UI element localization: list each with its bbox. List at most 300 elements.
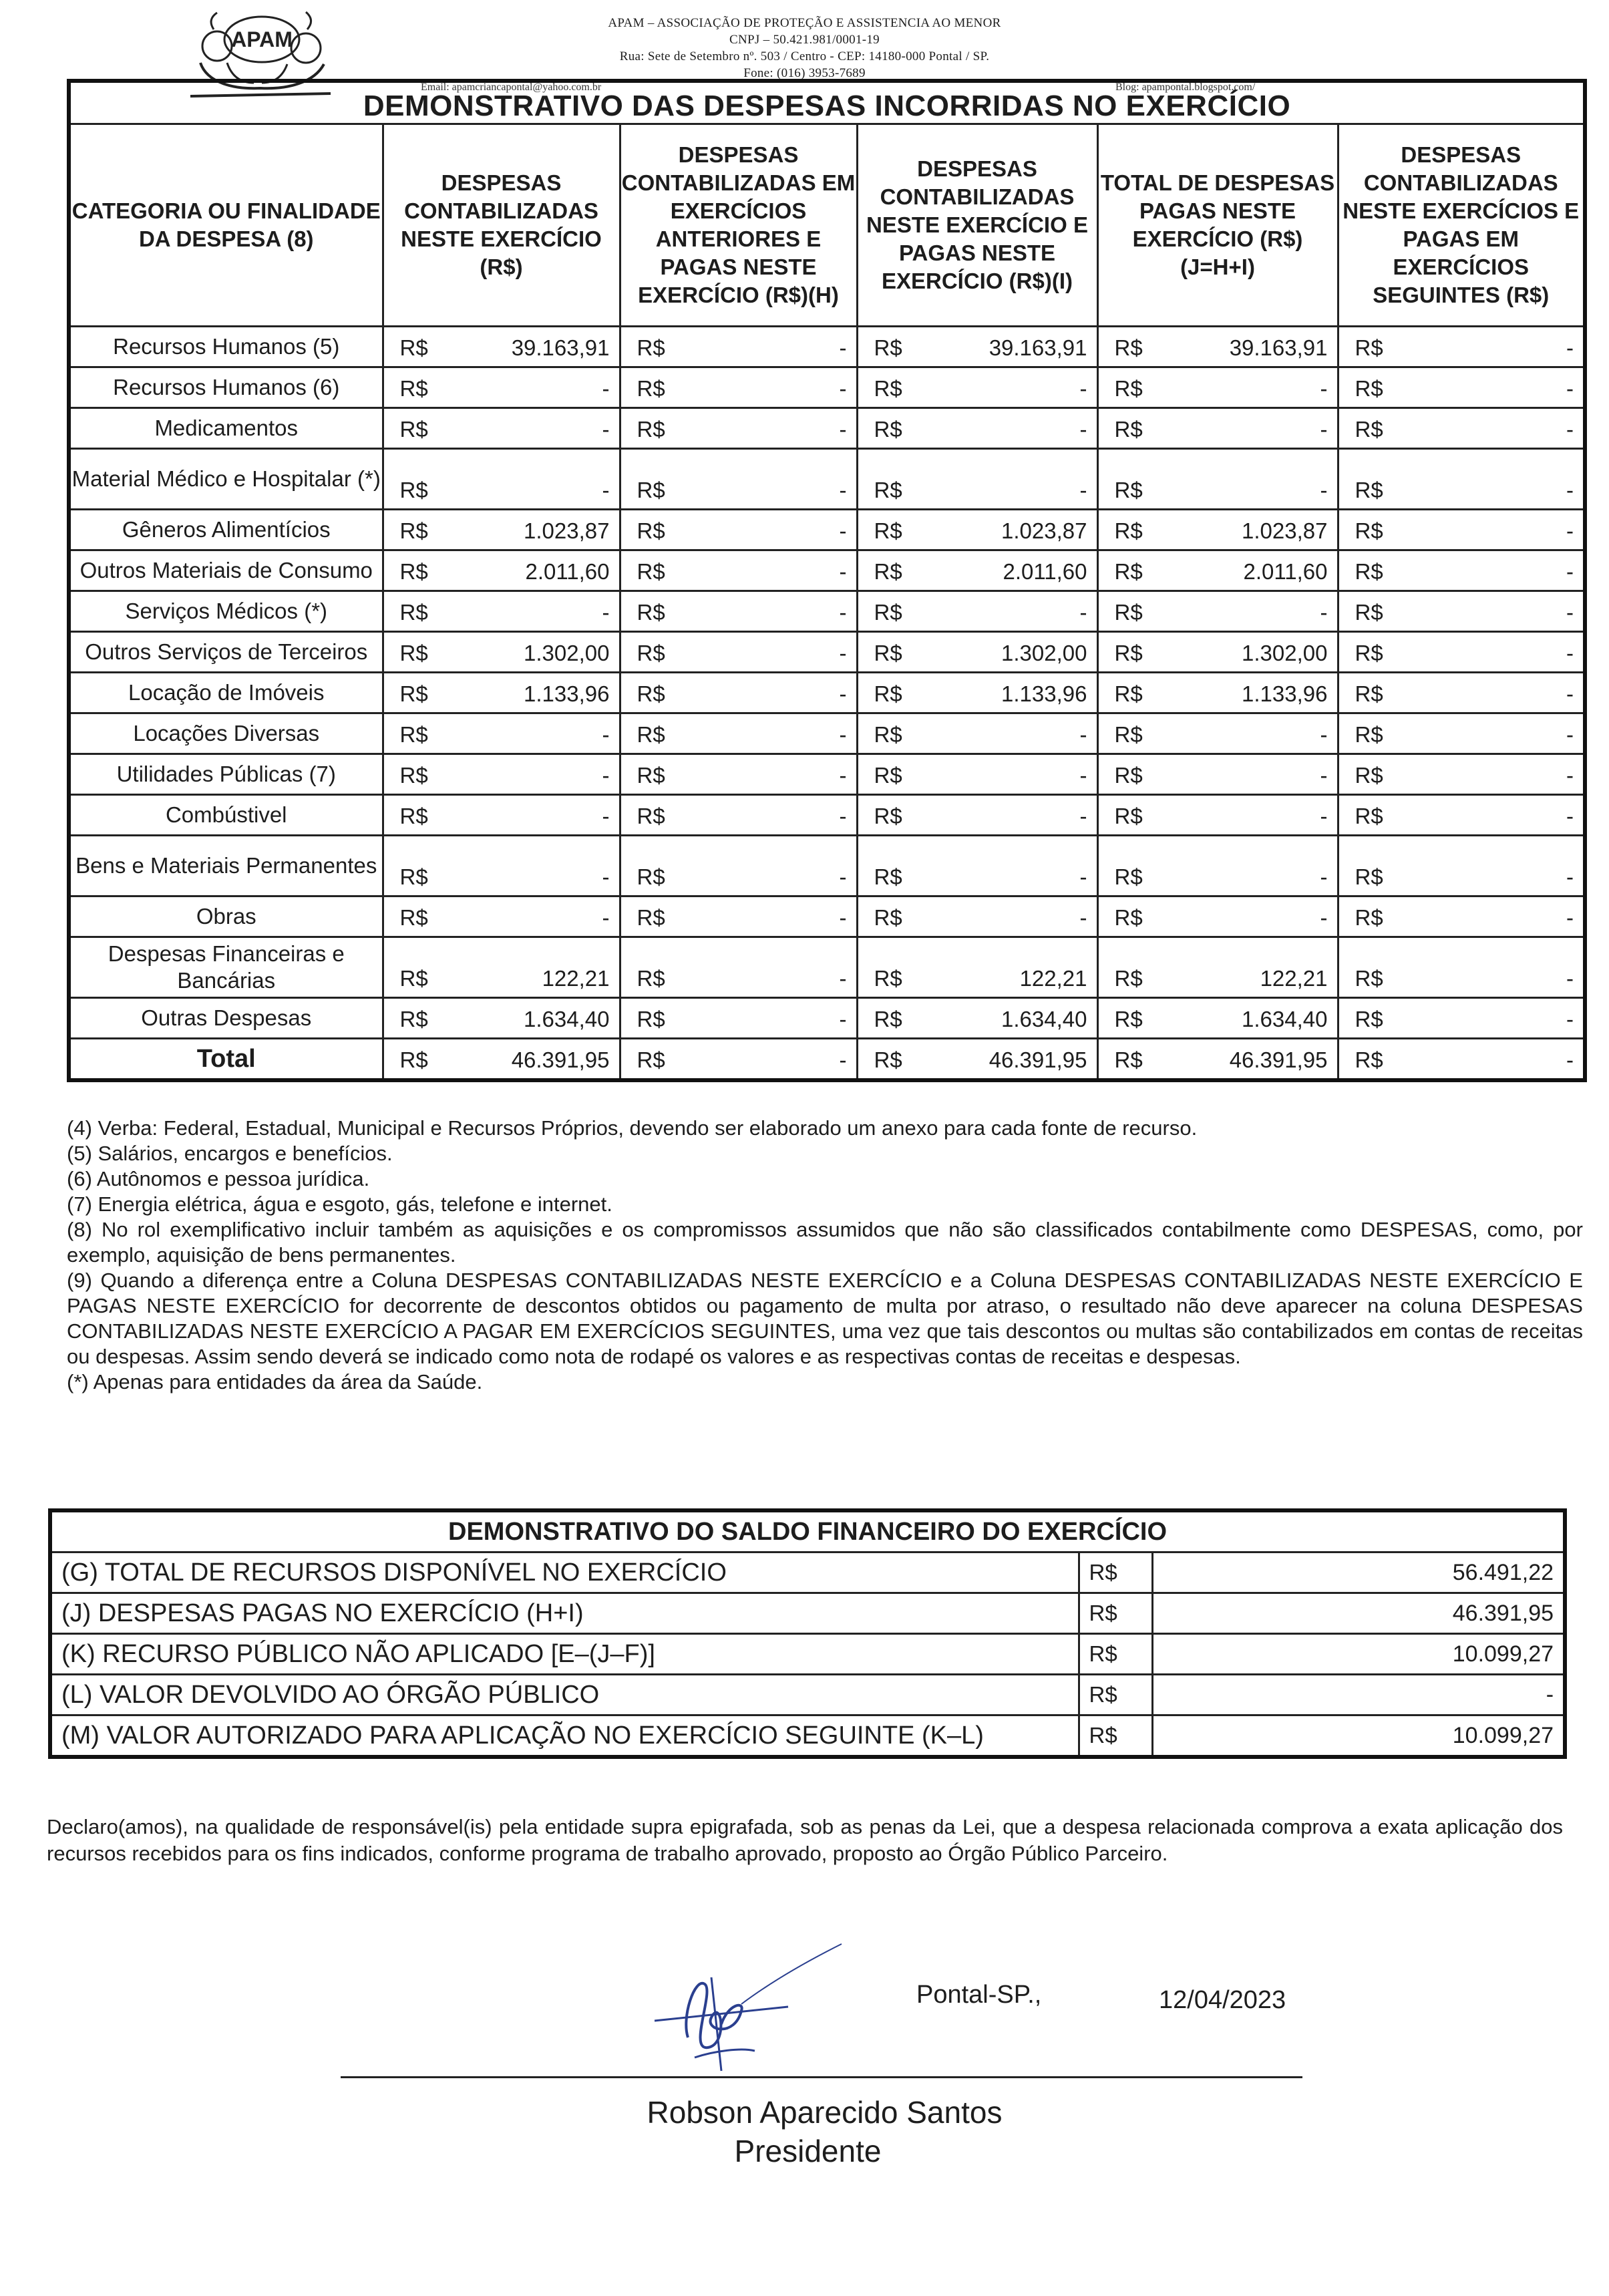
expense-value: 2.011,60 <box>1003 559 1087 584</box>
expense-cell <box>857 408 1097 449</box>
expense-value: - <box>1079 763 1087 788</box>
expense-value: - <box>839 376 847 401</box>
expense-row <box>69 550 1585 591</box>
expense-cell <box>1097 795 1338 836</box>
expense-cell <box>620 632 857 673</box>
currency-symbol: R$ <box>1355 641 1383 665</box>
total-row <box>69 1039 1585 1081</box>
expense-cell <box>1338 550 1585 591</box>
logo-text: APAM <box>231 27 293 51</box>
total-value: 46.391,95 <box>989 1047 1087 1072</box>
currency-symbol: R$ <box>399 600 428 625</box>
expense-value: - <box>1320 864 1328 889</box>
expense-category: Combústivel <box>69 795 383 836</box>
expense-value: - <box>602 417 610 442</box>
expense-row <box>69 713 1585 754</box>
expense-category: Serviços Médicos (*) <box>69 591 383 632</box>
expense-value: - <box>839 518 847 543</box>
expense-value: - <box>1320 905 1328 930</box>
expense-value: 1.133,96 <box>524 681 610 706</box>
currency-symbol: R$ <box>1079 1593 1152 1634</box>
expense-cell <box>383 327 620 367</box>
balance-label: (J) DESPESAS PAGAS NO EXERCÍCIO (H+I) <box>50 1593 1079 1634</box>
total-cell <box>1097 1039 1338 1081</box>
expense-cell <box>383 998 620 1039</box>
expense-category: Outras Despesas <box>69 998 383 1039</box>
footnote: (*) Apenas para entidades da área da Saúde. <box>67 1370 483 1393</box>
footnote: (8) No rol exemplificativo incluir também as aquisições e os compromissos assumidos que não são classificados contabilmente como DESPESAS, como, por exemplo, aquisição de bens permanentes. <box>67 1218 1583 1267</box>
currency-symbol: R$ <box>874 905 902 930</box>
expense-cell <box>857 550 1097 591</box>
expense-cell <box>1338 673 1585 713</box>
currency-symbol: R$ <box>1114 763 1143 788</box>
currency-symbol: R$ <box>1114 905 1143 930</box>
currency-symbol: R$ <box>1079 1715 1152 1758</box>
expense-cell <box>857 591 1097 632</box>
currency-symbol: R$ <box>1355 722 1383 747</box>
expense-value: - <box>602 763 610 788</box>
expense-cell <box>1097 591 1338 632</box>
expense-value: - <box>1566 722 1574 747</box>
currency-symbol: R$ <box>399 864 428 889</box>
expense-value: 1.634,40 <box>524 1007 610 1031</box>
currency-symbol: R$ <box>399 478 428 502</box>
expense-row <box>69 896 1585 937</box>
expense-category: Obras <box>69 896 383 937</box>
balance-value: 10.099,27 <box>1152 1715 1565 1758</box>
expense-cell <box>1097 673 1338 713</box>
expense-category: Gêneros Alimentícios <box>69 510 383 550</box>
currency-symbol: R$ <box>1114 641 1143 665</box>
currency-symbol: R$ <box>399 681 428 706</box>
balance-table-title: DEMONSTRATIVO DO SALDO FINANCEIRO DO EXERCÍCIO <box>50 1510 1565 1552</box>
currency-symbol: R$ <box>1355 864 1383 889</box>
expense-value: - <box>1566 763 1574 788</box>
expense-row <box>69 998 1585 1039</box>
expense-row <box>69 449 1585 510</box>
footnote: (4) Verba: Federal, Estadual, Municipal e Recursos Próprios, devendo ser elaborado um anexo para cada fonte de recurso. <box>67 1116 1198 1140</box>
expense-category: Outros Materiais de Consumo <box>69 550 383 591</box>
column-header-current-paid: DESPESAS CONTABILIZADAS NESTE EXERCÍCIO E PAGAS NESTE EXERCÍCIO (R$)(I) <box>857 124 1097 327</box>
currency-symbol: R$ <box>874 641 902 665</box>
balance-row <box>50 1552 1565 1593</box>
currency-symbol: R$ <box>637 1007 665 1031</box>
expense-value: - <box>602 478 610 502</box>
footnote: (9) Quando a diferença entre a Coluna DESPESAS CONTABILIZADAS NESTE EXERCÍCIO e a Coluna DESPESAS CONTABILIZADAS NESTE EXERCÍCIO E PAGAS NESTE EXERCÍCIO for decorrente de descontos obtidos ou pagamento de multa por atraso, o resultado não deve aparecer na coluna DESPESAS CONTABILIZADAS NESTE EXERCÍCIO A PAGAR EM EXERCÍCIOS SEGUINTES, uma vez que tais descontos ou multas são contabilizados em contas de receitas ou despesas. Assim sendo deverá se indicado como nota de rodapé os valores e as respectivas contas de receitas e despesas. <box>67 1269 1583 1368</box>
balance-row <box>50 1634 1565 1675</box>
currency-symbol: R$ <box>399 722 428 747</box>
currency-symbol: R$ <box>399 376 428 401</box>
expense-value: - <box>1320 722 1328 747</box>
expense-value: - <box>1566 376 1574 401</box>
currency-symbol: R$ <box>399 518 428 543</box>
expense-value: - <box>1320 763 1328 788</box>
expense-value: - <box>1566 905 1574 930</box>
expense-value: - <box>839 478 847 502</box>
expense-cell <box>383 510 620 550</box>
currency-symbol: R$ <box>1355 417 1383 442</box>
expense-value: - <box>1566 335 1574 360</box>
expense-value: 1.302,00 <box>1242 641 1328 665</box>
expense-cell <box>1338 591 1585 632</box>
expense-cell <box>1338 795 1585 836</box>
expense-value: - <box>602 804 610 828</box>
currency-symbol: R$ <box>1355 804 1383 828</box>
expense-value: 1.302,00 <box>1001 641 1087 665</box>
currency-symbol: R$ <box>1114 1007 1143 1031</box>
expense-cell <box>1097 754 1338 795</box>
balance-rows <box>50 1552 1565 1758</box>
expense-category: Locação de Imóveis <box>69 673 383 713</box>
expense-cell <box>620 896 857 937</box>
expense-value: - <box>1566 681 1574 706</box>
expense-cell <box>857 836 1097 896</box>
expense-cell <box>857 795 1097 836</box>
currency-symbol: R$ <box>637 864 665 889</box>
expense-category: Recursos Humanos (6) <box>69 367 383 408</box>
column-header-total-paid: TOTAL DE DESPESAS PAGAS NESTE EXERCÍCIO (R$)(J=H+I) <box>1097 124 1338 327</box>
expense-value: 39.163,91 <box>1229 335 1328 360</box>
expense-row <box>69 632 1585 673</box>
currency-symbol: R$ <box>637 1047 665 1072</box>
expense-row <box>69 510 1585 550</box>
expense-value: - <box>839 335 847 360</box>
expense-value: 2.011,60 <box>1243 559 1328 584</box>
expense-value: - <box>839 417 847 442</box>
expense-cell <box>1097 408 1338 449</box>
expense-value: - <box>1079 376 1087 401</box>
expense-category: Despesas Financeiras e Bancárias <box>69 937 383 998</box>
expense-category: Medicamentos <box>69 408 383 449</box>
header-cnpj: CNPJ – 50.421.981/0001-19 <box>729 33 880 47</box>
expense-value: - <box>1079 864 1087 889</box>
expense-cell <box>1338 449 1585 510</box>
expense-cell <box>1338 367 1585 408</box>
expense-cell <box>620 998 857 1039</box>
expense-cell <box>383 408 620 449</box>
expense-cell <box>620 591 857 632</box>
expenses-table-title: DEMONSTRATIVO DAS DESPESAS INCORRIDAS NO EXERCÍCIO <box>69 81 1585 124</box>
currency-symbol: R$ <box>399 559 428 584</box>
expense-cell <box>383 550 620 591</box>
expense-cell <box>620 367 857 408</box>
expense-cell <box>620 510 857 550</box>
balance-value: 56.491,22 <box>1152 1552 1565 1593</box>
currency-symbol: R$ <box>1079 1634 1152 1675</box>
currency-symbol: R$ <box>637 376 665 401</box>
expense-row <box>69 754 1585 795</box>
expense-value: 1.023,87 <box>524 518 610 543</box>
expense-value: - <box>602 864 610 889</box>
expense-value: - <box>1079 417 1087 442</box>
expense-value: - <box>1320 600 1328 625</box>
expense-cell <box>383 367 620 408</box>
currency-symbol: R$ <box>874 763 902 788</box>
expense-cell <box>620 836 857 896</box>
currency-symbol: R$ <box>1114 417 1143 442</box>
expense-row <box>69 327 1585 367</box>
place: Pontal-SP., <box>916 1981 1042 2009</box>
expense-value: - <box>1079 905 1087 930</box>
expense-cell <box>1097 510 1338 550</box>
currency-symbol: R$ <box>874 335 902 360</box>
expense-cell <box>620 795 857 836</box>
expense-cell <box>620 327 857 367</box>
expense-cell <box>857 998 1097 1039</box>
expense-value: - <box>1566 600 1574 625</box>
expense-category: Utilidades Públicas (7) <box>69 754 383 795</box>
currency-symbol: R$ <box>637 559 665 584</box>
expense-value: - <box>839 559 847 584</box>
expense-cell <box>1097 367 1338 408</box>
signer-name: Robson Aparecido Santos <box>647 2095 1003 2130</box>
expense-value: - <box>1079 722 1087 747</box>
expense-value: - <box>1566 966 1574 991</box>
expense-value: - <box>1320 804 1328 828</box>
expense-value: - <box>839 641 847 665</box>
expense-value: - <box>1079 478 1087 502</box>
expense-cell <box>1338 408 1585 449</box>
expense-value: - <box>1566 1007 1574 1031</box>
expense-row <box>69 367 1585 408</box>
currency-symbol: R$ <box>874 559 902 584</box>
declaration-text: Declaro(amos), na qualidade de responsável(is) pela entidade supra epigrafada, sob as penas da Lei, que a despesa relacionada comprova a exata aplicação dos recursos recebidos para os fins indicados, conforme programa de trabalho aprovado, proposto ao Órgão Público Parceiro. <box>47 1815 1563 1865</box>
expense-value: 1.634,40 <box>1001 1007 1087 1031</box>
currency-symbol: R$ <box>1355 600 1383 625</box>
expense-cell <box>383 591 620 632</box>
footnote: (5) Salários, encargos e benefícios. <box>67 1142 393 1165</box>
expense-cell <box>857 632 1097 673</box>
expense-value: - <box>839 722 847 747</box>
currency-symbol: R$ <box>874 722 902 747</box>
currency-symbol: R$ <box>399 417 428 442</box>
expense-cell <box>1338 836 1585 896</box>
currency-symbol: R$ <box>637 335 665 360</box>
expense-value: - <box>1566 417 1574 442</box>
balance-label: (M) VALOR AUTORIZADO PARA APLICAÇÃO NO EXERCÍCIO SEGUINTE (K–L) <box>50 1715 1079 1758</box>
currency-symbol: R$ <box>637 905 665 930</box>
balance-label: (G) TOTAL DE RECURSOS DISPONÍVEL NO EXERCÍCIO <box>50 1552 1079 1593</box>
expense-category: Outros Serviços de Terceiros <box>69 632 383 673</box>
currency-symbol: R$ <box>1114 966 1143 991</box>
expense-value: - <box>602 376 610 401</box>
expense-cell <box>620 449 857 510</box>
expense-category: Recursos Humanos (5) <box>69 327 383 367</box>
expense-value: - <box>839 763 847 788</box>
currency-symbol: R$ <box>1355 905 1383 930</box>
balance-row <box>50 1675 1565 1715</box>
currency-symbol: R$ <box>874 1047 902 1072</box>
currency-symbol: R$ <box>399 335 428 360</box>
currency-symbol: R$ <box>1114 1047 1143 1072</box>
currency-symbol: R$ <box>399 763 428 788</box>
expense-value: 39.163,91 <box>989 335 1087 360</box>
expense-category: Locações Diversas <box>69 713 383 754</box>
expense-cell <box>383 795 620 836</box>
expense-cell <box>1097 713 1338 754</box>
expense-cell <box>383 836 620 896</box>
expense-cell <box>857 673 1097 713</box>
currency-symbol: R$ <box>874 966 902 991</box>
expense-value: - <box>602 722 610 747</box>
expense-row <box>69 673 1585 713</box>
currency-symbol: R$ <box>637 966 665 991</box>
balance-value: 46.391,95 <box>1152 1593 1565 1634</box>
footnote: (6) Autônomos e pessoa jurídica. <box>67 1167 370 1190</box>
expense-cell <box>383 632 620 673</box>
currency-symbol: R$ <box>1355 966 1383 991</box>
expense-cell <box>857 754 1097 795</box>
currency-symbol: R$ <box>637 478 665 502</box>
expense-category: Material Médico e Hospitalar (*) <box>69 449 383 510</box>
expense-cell <box>620 408 857 449</box>
expense-value: - <box>839 600 847 625</box>
expense-row <box>69 795 1585 836</box>
expense-cell <box>857 449 1097 510</box>
total-cell <box>383 1039 620 1081</box>
currency-symbol: R$ <box>1114 518 1143 543</box>
expense-value: 1.023,87 <box>1001 518 1087 543</box>
currency-symbol: R$ <box>1114 376 1143 401</box>
expense-value: 1.133,96 <box>1001 681 1087 706</box>
total-label: Total <box>69 1039 383 1081</box>
currency-symbol: R$ <box>1355 518 1383 543</box>
currency-symbol: R$ <box>1114 335 1143 360</box>
currency-symbol: R$ <box>1355 763 1383 788</box>
expense-value: - <box>602 600 610 625</box>
expense-cell <box>1338 937 1585 998</box>
expense-category: Bens e Materiais Permanentes <box>69 836 383 896</box>
currency-symbol: R$ <box>1355 335 1383 360</box>
currency-symbol: R$ <box>1114 864 1143 889</box>
expense-row <box>69 937 1585 998</box>
expense-value: - <box>602 905 610 930</box>
expense-row <box>69 591 1585 632</box>
expense-value: - <box>1566 641 1574 665</box>
total-value: 46.391,95 <box>1229 1047 1328 1072</box>
expense-value: - <box>1320 478 1328 502</box>
currency-symbol: R$ <box>1355 1047 1383 1072</box>
date: 12/04/2023 <box>1159 1986 1286 2014</box>
expense-value: - <box>1566 559 1574 584</box>
currency-symbol: R$ <box>874 1007 902 1031</box>
currency-symbol: R$ <box>1114 600 1143 625</box>
expense-cell <box>1338 327 1585 367</box>
currency-symbol: R$ <box>874 864 902 889</box>
currency-symbol: R$ <box>1114 722 1143 747</box>
expense-cell <box>620 550 857 591</box>
currency-symbol: R$ <box>637 641 665 665</box>
total-cell <box>857 1039 1097 1081</box>
column-header-accounted: DESPESAS CONTABILIZADAS NESTE EXERCÍCIO (R$) <box>383 124 620 327</box>
balance-label: (K) RECURSO PÚBLICO NÃO APLICADO [E–(J–F)] <box>50 1634 1079 1675</box>
expense-cell <box>1097 632 1338 673</box>
expense-cell <box>620 754 857 795</box>
expense-cell <box>1338 713 1585 754</box>
expense-cell <box>1097 550 1338 591</box>
column-header-future-paid: DESPESAS CONTABILIZADAS NESTE EXERCÍCIOS E PAGAS EM EXERCÍCIOS SEGUINTES (R$) <box>1338 124 1585 327</box>
currency-symbol: R$ <box>637 417 665 442</box>
expense-cell <box>1338 510 1585 550</box>
expense-row <box>69 408 1585 449</box>
expense-cell <box>1097 937 1338 998</box>
expense-cell <box>857 937 1097 998</box>
currency-symbol: R$ <box>874 478 902 502</box>
total-value: - <box>1566 1047 1574 1072</box>
expense-value: - <box>1079 600 1087 625</box>
expense-cell <box>1338 754 1585 795</box>
balance-value: 10.099,27 <box>1152 1634 1565 1675</box>
expense-cell <box>383 937 620 998</box>
expense-cell <box>1097 896 1338 937</box>
currency-symbol: R$ <box>874 600 902 625</box>
expense-cell <box>857 896 1097 937</box>
expense-value: 2.011,60 <box>525 559 610 584</box>
currency-symbol: R$ <box>399 1007 428 1031</box>
currency-symbol: R$ <box>637 722 665 747</box>
expense-cell <box>383 673 620 713</box>
expense-value: - <box>839 864 847 889</box>
total-value: 46.391,95 <box>511 1047 610 1072</box>
expense-cell <box>857 713 1097 754</box>
expense-value: - <box>1566 804 1574 828</box>
expense-cell <box>620 713 857 754</box>
expense-cell <box>1097 998 1338 1039</box>
expense-value: - <box>839 804 847 828</box>
currency-symbol: R$ <box>399 966 428 991</box>
header-phone: Fone: (016) 3953-7689 <box>743 66 866 80</box>
expense-value: - <box>1320 376 1328 401</box>
column-header-category: CATEGORIA OU FINALIDADE DA DESPESA (8) <box>69 124 383 327</box>
expense-cell <box>620 673 857 713</box>
expense-cell <box>1097 836 1338 896</box>
balance-table <box>48 1508 1567 1759</box>
expense-value: - <box>1320 417 1328 442</box>
expense-cell <box>857 327 1097 367</box>
expense-value: - <box>839 681 847 706</box>
currency-symbol: R$ <box>399 1047 428 1072</box>
currency-symbol: R$ <box>874 376 902 401</box>
expense-cell <box>1097 449 1338 510</box>
balance-value: - <box>1152 1675 1565 1715</box>
currency-symbol: R$ <box>1114 478 1143 502</box>
currency-symbol: R$ <box>1079 1552 1152 1593</box>
currency-symbol: R$ <box>399 905 428 930</box>
currency-symbol: R$ <box>399 804 428 828</box>
currency-symbol: R$ <box>1355 376 1383 401</box>
expense-cell <box>383 896 620 937</box>
expense-cell <box>383 449 620 510</box>
expense-value: - <box>839 905 847 930</box>
header-blog: Blog: apampontal.blogspot.com/ <box>1115 81 1256 93</box>
expenses-table <box>67 79 1587 1082</box>
balance-label: (L) VALOR DEVOLVIDO AO ÓRGÃO PÚBLICO <box>50 1675 1079 1715</box>
expense-value: 1.302,00 <box>524 641 610 665</box>
total-cell <box>1338 1039 1585 1081</box>
expense-cell <box>1338 896 1585 937</box>
currency-symbol: R$ <box>1355 559 1383 584</box>
expense-value: 1.634,40 <box>1242 1007 1328 1031</box>
column-header-previous-paid: DESPESAS CONTABILIZADAS EM EXERCÍCIOS ANTERIORES E PAGAS NESTE EXERCÍCIO (R$)(H) <box>620 124 857 327</box>
expense-cell <box>620 937 857 998</box>
currency-symbol: R$ <box>1355 478 1383 502</box>
expense-cell <box>857 510 1097 550</box>
expense-cell <box>1338 632 1585 673</box>
total-cell <box>620 1039 857 1081</box>
expense-cell <box>383 754 620 795</box>
currency-symbol: R$ <box>637 600 665 625</box>
expense-value: - <box>1566 518 1574 543</box>
